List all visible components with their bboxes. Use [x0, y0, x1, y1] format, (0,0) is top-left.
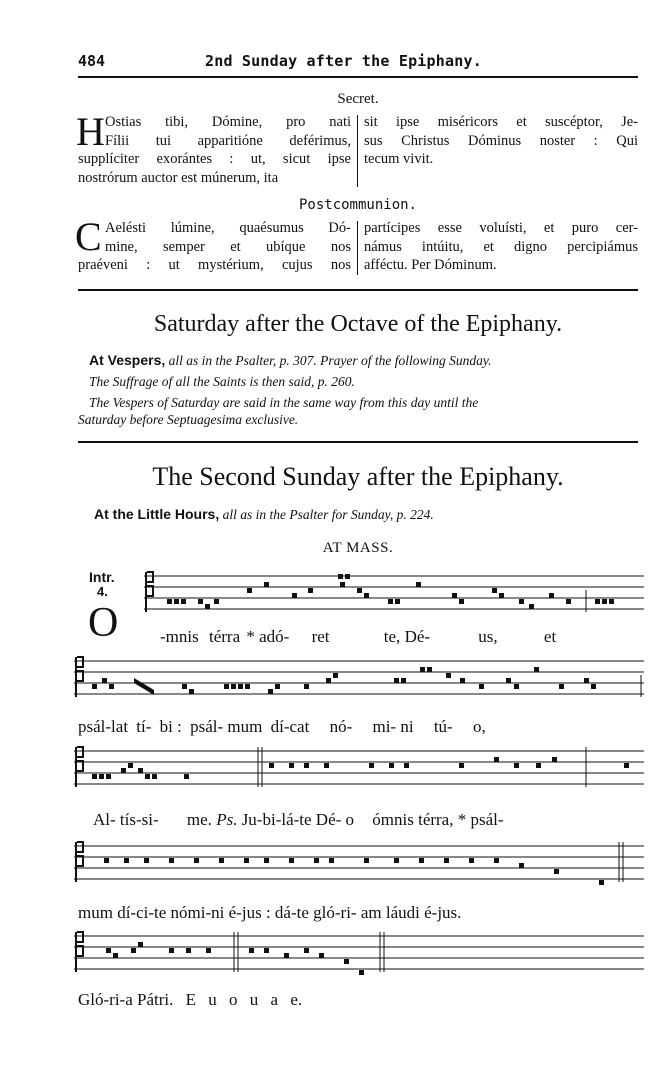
- header-rule: [78, 76, 638, 78]
- lyric-syllable: us,: [478, 627, 498, 646]
- postcommunion-section: [75, 214, 638, 277]
- lyric-syllable: *: [246, 627, 255, 646]
- lyric-syllable: psál-lat: [78, 717, 129, 736]
- postcommunion-heading: Postcommunion.: [298, 197, 417, 213]
- lyric-syllable: a: [270, 990, 279, 1009]
- saturday-note-line: The Vespers of Saturday are said in the same way from this day until the: [89, 395, 479, 410]
- lyric-syllable: Pátri.: [137, 990, 174, 1009]
- secret-left-line: supplíciter exorántes : ut, sicut ipse: [78, 151, 351, 167]
- lyric-syllable: te,: [383, 627, 401, 646]
- secret-right-column: [364, 113, 638, 169]
- lyric-syllable: tí-: [136, 717, 152, 736]
- lyric-syllable: Dé-: [404, 627, 431, 646]
- lyric-syllable: mi-: [372, 717, 397, 736]
- lyric-line: [160, 627, 640, 647]
- introit-mode: 4.: [97, 584, 108, 599]
- secret-section: [76, 109, 638, 189]
- lyric-syllable: tú-: [433, 717, 453, 736]
- chant-staff: [74, 655, 648, 705]
- secret-left-line: Fílii tui apparitióne deférimus,: [105, 132, 351, 149]
- lyric-syllable: o: [229, 990, 238, 1009]
- saturday-vespers-rubric: [89, 352, 492, 369]
- section-rule: [78, 441, 638, 443]
- lyric-syllable: é-jus.: [424, 903, 462, 922]
- saturday-title: Saturday after the Octave of the Epiphany.: [153, 311, 563, 337]
- lyric-syllable: ret: [311, 627, 330, 646]
- lyric-syllable: o,: [472, 717, 486, 736]
- secret-left-line: nostrórum auctor est múnerum, ita: [78, 169, 279, 186]
- lyric-syllable: dá-te: [274, 903, 309, 922]
- saturday-suffrage-rubric: The Suffrage of all the Saints is then said, p. 260.: [89, 374, 355, 389]
- lyric-syllable: Dé-: [315, 810, 342, 829]
- secret-column-divider: [357, 115, 358, 187]
- lyric-syllable: u: [208, 990, 217, 1009]
- lyric-syllable: psál-: [190, 717, 224, 736]
- postcommunion-right-line: partícipes esse voluísti, et puro cer-: [364, 220, 638, 236]
- secret-right-line: sit ipse miséricors et suscéptor, Je-: [364, 114, 638, 130]
- lyric-syllable: térra: [208, 627, 241, 646]
- postcommunion-initial: C: [75, 214, 102, 259]
- lyric-syllable: nó-: [329, 717, 353, 736]
- little-hours-rubric: [94, 506, 434, 523]
- lyric-syllable: et: [543, 627, 557, 646]
- running-title: 2nd Sunday after the Epiphany.: [205, 52, 482, 70]
- secret-right-line: tecum vivit.: [364, 151, 434, 167]
- lyric-line: [78, 903, 638, 923]
- lyric-syllable: Ju-bi-lá-te: [241, 810, 312, 829]
- lyric-syllable: am: [360, 903, 382, 922]
- lyric-syllable: é-jus: [228, 903, 262, 922]
- mass-heading: AT MASS.: [322, 540, 394, 556]
- lyric-syllable: o: [345, 810, 355, 829]
- secret-right-line: sus Christus Dóminus noster : Qui: [364, 132, 638, 149]
- lyric-line: [93, 810, 638, 830]
- little-hours-text: all as in the Psalter for Sunday, p. 224.: [222, 507, 434, 522]
- lyric-syllable: nómi-ni: [170, 903, 225, 922]
- secret-left-line: Ostias tibi, Dómine, pro nati: [105, 114, 351, 130]
- postcommunion-right-column: [364, 219, 638, 275]
- lyric-syllable: láudi: [385, 903, 420, 922]
- postcommunion-left-column: [78, 219, 351, 275]
- lyric-syllable: u: [249, 990, 259, 1009]
- lyric-line: [78, 717, 638, 737]
- lyric-syllable: dí-ci-te: [117, 903, 167, 922]
- lyric-syllable: ni: [400, 717, 414, 736]
- postcommunion-right-line: afféctu. Per Dóminum.: [364, 257, 497, 273]
- lyric-syllable: gló-ri-: [313, 903, 357, 922]
- secret-left-column: [76, 109, 351, 187]
- postcommunion-left-line: mine, semper et ubíque nos: [105, 238, 351, 255]
- lyric-syllable: bi :: [159, 717, 182, 736]
- lyric-syllable: adó-: [259, 627, 290, 646]
- lyric-syllable: tís-si-: [119, 810, 159, 829]
- vespers-text: all as in the Psalter, p. 307. Prayer of the following Sunday.: [168, 353, 492, 368]
- chant-staff: [74, 840, 648, 890]
- chant-staff: [74, 570, 648, 620]
- introit-initial: O: [88, 600, 119, 646]
- secret-heading: Secret.: [337, 91, 379, 107]
- page-number: 484: [78, 52, 106, 70]
- sunday-title: The Second Sunday after the Epiphany.: [152, 462, 564, 491]
- lyric-syllable: Al-: [93, 810, 116, 829]
- vespers-label: At Vespers,: [89, 352, 166, 368]
- lyric-syllable: térra,: [418, 810, 454, 829]
- chant-staff: [74, 745, 648, 795]
- lyric-syllable: dí-cat: [270, 717, 310, 736]
- lyric-syllable: e.: [290, 990, 303, 1009]
- lyric-syllable: ómnis: [372, 810, 414, 829]
- saturday-note-line: Saturday before Septuagesima exclusive.: [78, 412, 299, 427]
- lyric-syllable: me.: [186, 810, 212, 829]
- postcommunion-left-line: Aelésti lúmine, quaésumus Dó-: [105, 220, 351, 236]
- lyric-syllable: mum: [227, 717, 263, 736]
- chant-staff: [74, 930, 648, 980]
- lyric-psalm-marker: Ps.: [216, 810, 238, 829]
- lyric-syllable: -mnis: [160, 627, 199, 646]
- lyric-syllable: E: [185, 990, 197, 1009]
- secret-initial: H: [76, 109, 105, 154]
- lyric-syllable: mum: [78, 903, 113, 922]
- lyric-syllable: psál-: [470, 810, 504, 829]
- postcommunion-column-divider: [357, 221, 358, 275]
- lyric-line: [78, 990, 478, 1010]
- lyric-syllable: *: [457, 810, 467, 829]
- section-rule: [78, 289, 638, 291]
- little-hours-label: At the Little Hours,: [94, 506, 220, 522]
- lyric-syllable: :: [265, 903, 271, 922]
- postcommunion-right-line: námus intúitu, et digno percipiámus: [364, 238, 638, 255]
- postcommunion-left-line: praéveni : ut mystérium, cujus nos: [78, 257, 351, 273]
- lyric-syllable: Gló-ri-a: [78, 990, 133, 1009]
- introit-label: Intr.: [89, 569, 115, 585]
